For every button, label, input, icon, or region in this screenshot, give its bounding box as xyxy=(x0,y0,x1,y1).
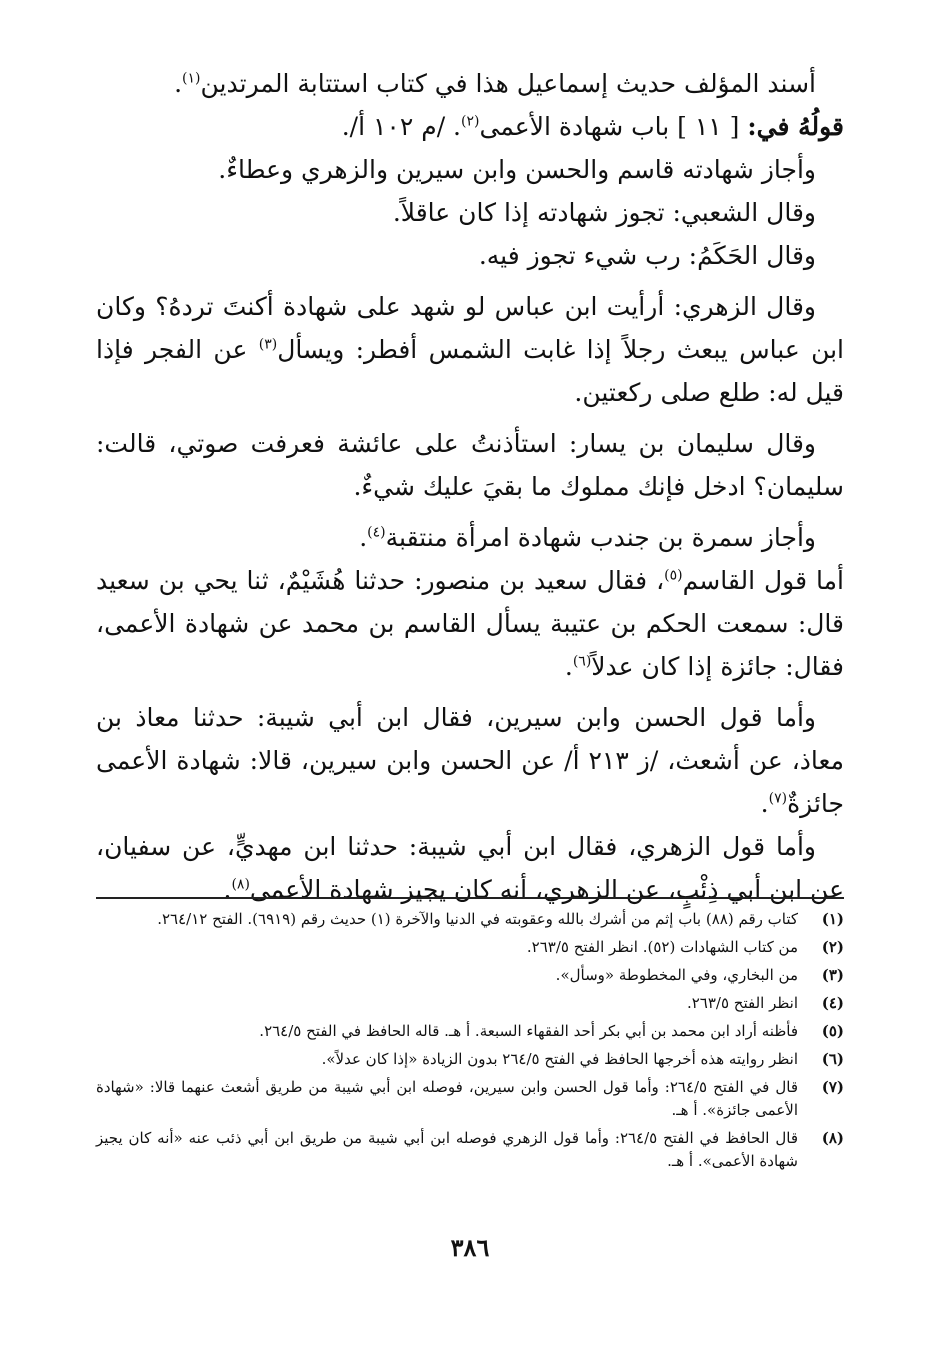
footnotes xyxy=(96,908,844,1178)
footnote xyxy=(96,1076,844,1122)
p8-end: . xyxy=(359,523,368,552)
footnote xyxy=(96,992,844,1015)
footnote-text: من البخاري، وفي المخطوطة «وسأل». xyxy=(555,966,798,984)
footnote-text: انظر الفتح ٢٦٣/٥. xyxy=(686,994,798,1012)
p9-text-a: أما قول القاسم xyxy=(682,566,844,595)
footnote-number: (٥) xyxy=(821,1022,844,1040)
paragraph-5: وقال الحَكَمُ: رب شيء تجوز فيه. xyxy=(478,241,816,270)
main-text xyxy=(96,62,844,911)
chapter-heading: [ ١١ ] باب شهادة الأعمى xyxy=(479,112,748,141)
footnote-text: قال في الفتح ٢٦٤/٥: وأما قول الحسن وابن سيرين، فوصله ابن أبي شيبة من طريق أشعث عنهما قالا: «شهادة الأعمى جائزة». أ هـ. xyxy=(96,1078,798,1119)
p1-text: أسند المؤلف حديث إسماعيل هذا في كتاب استتابة المرتدين xyxy=(200,69,816,98)
paragraph-3: وأجاز شهادته قاسم والحسن وابن سيرين والزهري وعطاءٌ. xyxy=(218,155,816,184)
footnote-number: (١) xyxy=(821,910,844,928)
footnote-ref-4: (٤) xyxy=(367,524,386,541)
paragraph-7: وقال سليمان بن يسار: استأذنتُ على عائشة فعرفت صوتي، قالت: سليمان؟ ادخل فإنك مملوك ما بقيَ عليك شيءٌ. xyxy=(96,429,844,501)
p2-end: . /م ١٠٢ أ/. xyxy=(341,112,462,141)
p9-end: . xyxy=(564,652,573,681)
footnote-number: (٧) xyxy=(821,1078,844,1096)
footnote-ref-7: (٧) xyxy=(768,790,788,807)
footnote-text: فأظنه أراد ابن محمد بن أبي بكر أحد الفقهاء السبعة. أ هـ. قاله الحافظ في الفتح ٢٦٤/٥. xyxy=(259,1022,798,1040)
paragraph-8 xyxy=(96,516,844,559)
footnote-number: (٤) xyxy=(821,994,844,1012)
p9-text-b: ، فقال سعيد بن منصور: حدثنا هُشَيْمٌ، ثنا يحي بن سعيد قال: سمعت الحكم بن عتيبة يسأل القاسم بن محمد عن شهادة الأعمى، فقال: جائزة إذا كان عدلاً xyxy=(96,566,844,681)
footnote-text: من كتاب الشهادات (٥٢). انظر الفتح ٢٦٣/٥. xyxy=(526,938,798,956)
paragraph-9 xyxy=(96,559,844,688)
paragraph-4: وقال الشعبي: تجوز شهادته إذا كان عاقلاً. xyxy=(392,198,816,227)
footnote xyxy=(96,1020,844,1043)
p6-text-a: وقال الزهري: أرأيت ابن عباس لو شهد على شهادة أكنتَ تردهُ؟ وكان ابن عباس يبعث رجلاً إذا غابت الشمس أفطر: ويسأل xyxy=(96,292,845,364)
footnote xyxy=(96,1127,844,1173)
paragraph-10 xyxy=(96,696,844,825)
footnote-ref-3: (٣) xyxy=(258,336,278,353)
footnote xyxy=(96,1048,844,1071)
page-number: ٣٨٦ xyxy=(450,1233,490,1262)
p6-text-b: عن الفجر فإذا قيل له: طلع صلى ركعتين. xyxy=(96,335,844,407)
footnote-ref-8: (٨) xyxy=(231,876,250,893)
footnote xyxy=(96,964,844,987)
footnote xyxy=(96,908,844,931)
p1-end: . xyxy=(174,69,183,98)
p10-text: وأما قول الحسن وابن سيرين، فقال ابن أبي شيبة: حدثنا معاذ بن معاذ، عن أشعث، /ز ٢١٣ أ/ عن الحسن وابن سيرين، قالا: شهادة الأعمى جائزةٌ xyxy=(96,703,844,818)
paragraph-6 xyxy=(96,285,844,414)
paragraph-2 xyxy=(96,105,844,148)
footnote-number: (٦) xyxy=(821,1050,844,1068)
footnote-ref-5: (٥) xyxy=(664,567,683,584)
footnote-number: (٨) xyxy=(821,1129,844,1147)
footnote-number: (٣) xyxy=(821,966,844,984)
footnote-ref-6: (٦) xyxy=(572,653,592,670)
footnote-text: كتاب رقم (٨٨) باب إثم من أشرك بالله وعقوبته في الدنيا والآخرة (١) حديث رقم (٦٩١٩). الفتح ٢٦٤/١٢. xyxy=(157,910,798,928)
p10-end: . xyxy=(760,789,769,818)
footnote-text: قال الحافظ في الفتح ٢٦٤/٥: وأما قول الزهري فوصله ابن أبي شيبة من طريق ابن أبي ذئب عنه «أنه كان يجيز شهادة الأعمى». أ هـ. xyxy=(96,1129,799,1170)
p11-end: . xyxy=(223,875,232,904)
p8-text: وأجاز سمرة بن جندب شهادة امرأة منتقبة xyxy=(385,523,816,552)
footnote-text: انظر روايته هذه أخرجها الحافظ في الفتح ٢٦٤/٥ بدون الزيادة «إذا كان عدلاً». xyxy=(321,1050,798,1068)
footnote-ref-2: (٢) xyxy=(461,113,480,130)
p11-text: وأما قول الزهري، فقال ابن أبي شيبة: حدثنا ابن مهديٍّ، عن سفيان، عن ابن أبي ذِئْبٍ، عن الزهري، أنه كان يجيز شهادة الأعمى xyxy=(96,832,844,904)
footnote-divider xyxy=(96,897,844,899)
footnote-ref-1: (١) xyxy=(182,70,201,87)
footnote-number: (٢) xyxy=(821,938,844,956)
footnote xyxy=(96,936,844,959)
paragraph-1 xyxy=(96,62,844,105)
chapter-lead: قولُهُ في: xyxy=(747,112,844,141)
